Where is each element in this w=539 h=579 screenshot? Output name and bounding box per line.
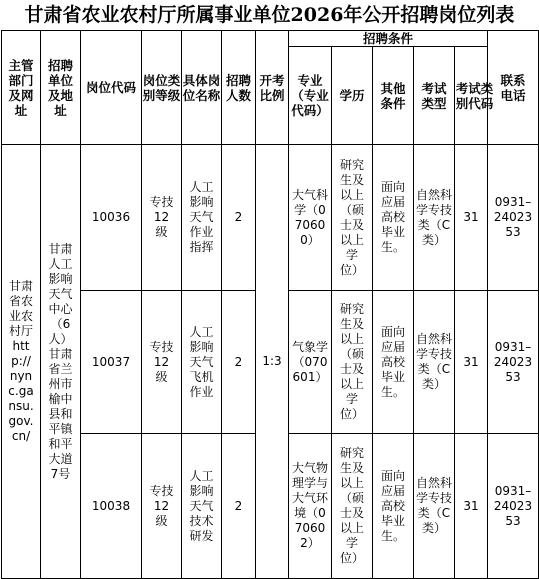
examcode-cell: 31 [455,145,488,291]
header-other: 其他条件 [373,47,414,145]
major-cell: 气象学（070601） [289,291,332,434]
ratio-cell: 1:3 [256,145,289,579]
count-cell: 2 [222,145,256,291]
count-cell: 2 [222,434,256,579]
position-name-cell: 人工影响天气作业指挥 [182,145,222,291]
header-phone: 联系电话 [488,31,539,145]
header-examcode: 考试类别代码 [455,47,488,145]
grade-cell: 专技12级 [142,291,182,434]
position-name-cell: 人工影响天气飞机作业 [182,291,222,434]
examcode-cell: 31 [455,291,488,434]
edu-cell: 研究生及以上（硕士及以上学位） [332,145,373,291]
header-major: 专业（专业代码） [289,47,332,145]
exam-cell: 自然科学专技类（C类） [414,434,455,579]
unit-cell: 甘肃人工影响天气中心（6人）甘肃省兰州市榆中县和平镇和平大道7号 [41,145,81,579]
edu-cell: 研究生及以上（硕士及以上学位） [332,291,373,434]
code-cell: 10036 [81,145,142,291]
other-cell: 面向应届高校毕业生。 [373,434,414,579]
other-cell: 面向应届高校毕业生。 [373,145,414,291]
phone-cell: 0931–2402353 [488,291,539,434]
edu-cell: 研究生及以上（硕士及以上学位） [332,434,373,579]
exam-cell: 自然科学专技类（C类） [414,291,455,434]
header-unit: 招聘单位及地址 [41,31,81,145]
count-cell: 2 [222,291,256,434]
header-code: 岗位代码 [81,31,142,145]
grade-cell: 专技12级 [142,434,182,579]
header-name: 具体岗位名称 [182,31,222,145]
major-cell: 大气科学（070600） [289,145,332,291]
examcode-cell: 31 [455,434,488,579]
header-exam: 考试类型 [414,47,455,145]
header-conditions: 招聘条件 [289,31,488,47]
table-row [2,145,539,291]
code-cell: 10038 [81,434,142,579]
header-count: 招聘人数 [222,31,256,145]
header-dept: 主管部门及网址 [2,31,41,145]
header-ratio: 开考比例 [256,31,289,145]
header-edu: 学历 [332,47,373,145]
code-cell: 10037 [81,291,142,434]
grade-cell: 专技12级 [142,145,182,291]
other-cell: 面向应届高校毕业生。 [373,291,414,434]
major-cell: 大气物理学与大气环境（070602） [289,434,332,579]
recruitment-table [1,30,539,579]
dept-cell: 甘肃省农业农村厅http://nync.gansu.gov.cn/ [2,145,41,579]
phone-cell: 0931–2402353 [488,145,539,291]
phone-cell: 0931–2402353 [488,434,539,579]
position-name-cell: 人工影响天气技术研发 [182,434,222,579]
page-title: 甘肃省农业农村厅所属事业单位2026年公开招聘岗位列表 [24,4,515,26]
exam-cell: 自然科学专技类（C类） [414,145,455,291]
header-grade: 岗位类别等级 [142,31,182,145]
